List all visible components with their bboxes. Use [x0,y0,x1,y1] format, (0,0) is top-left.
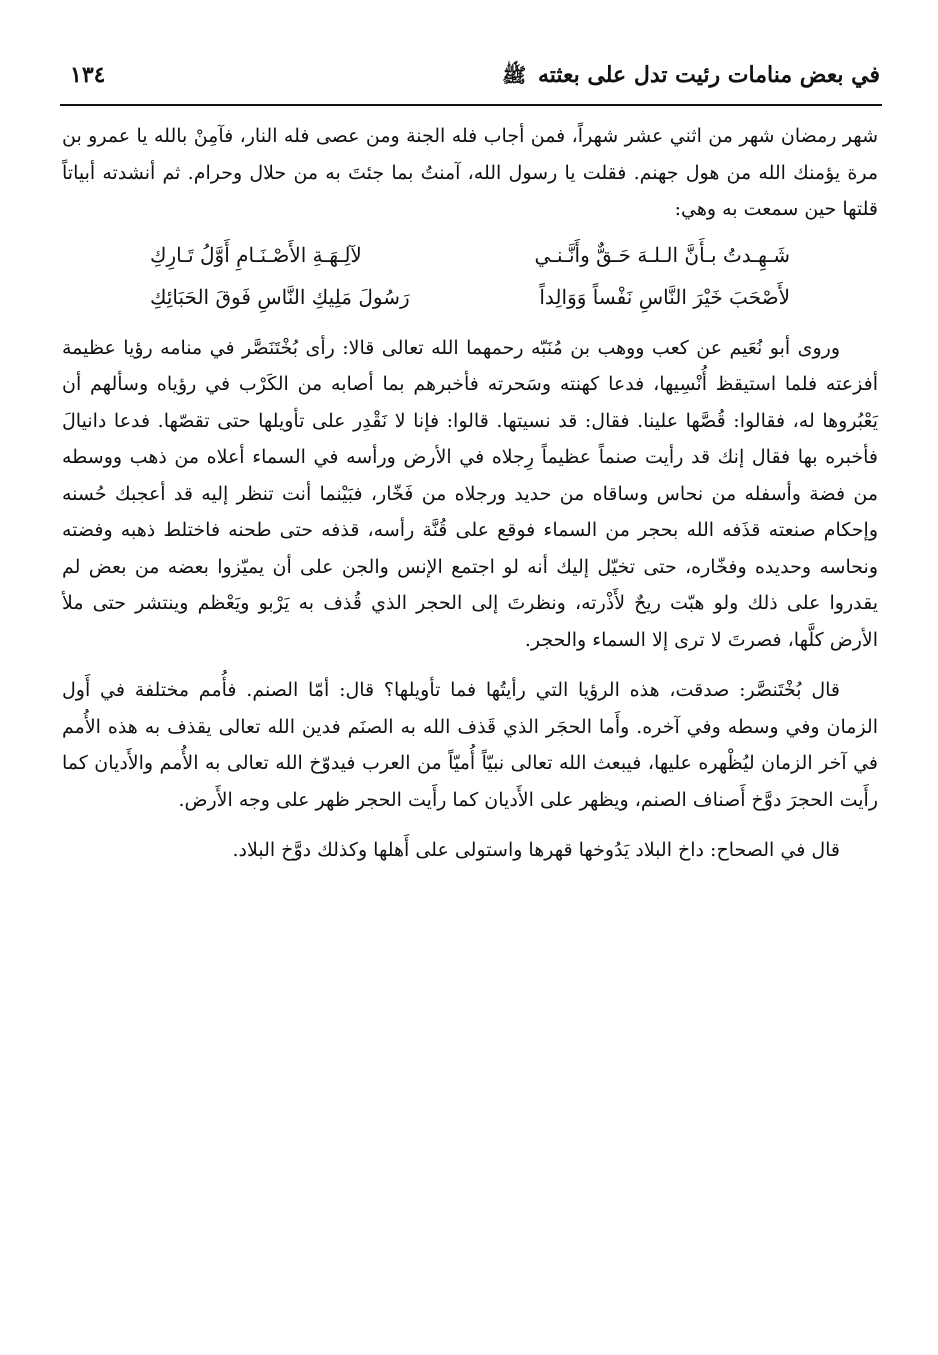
header-divider [60,104,882,106]
header-title [502,62,880,92]
paragraph-1: شهر رمضان شهر من اثني عشر شهراً، فمن أجاب فله الجنة ومن عصى فله النار، فآمِنْ بالله يا عمرو بن مرة يؤمنك الله من هول جهنم. فقلت يا رسول الله، آمنتُ بما جئتَ به من حلال وحرام. ثم أنشدته أبياتاً قلتها حين سمعت به وهي: [62,125,879,220]
verse-1-second-hemistich: لآلِـهَـةِ الأَصْـنَـامِ أَوَّلُ تَـارِكِ [150,242,362,267]
poem-verses [150,228,790,326]
salawat-seal: ﷺ [502,63,527,87]
paragraph-2: وروى أبو نُعَيم عن كعب ووهب بن مُنَبّه رحمهما الله تعالى قالا: رأى بُخْتَنَصَّر في منامه رؤيا عظيمة أفزعته فلما استيقظ أُنْسِيها، فدعا كهنته وسَحرته فأخبرهم بما أصابه من الكَرْب في رؤياه وسألهم أن يَعْبُروها له، فقالوا: قُصَّها علينا. فقال: قد نسيتها. قالوا: فإنا لا نَقْدِر على تأويلها حتى تقصّها. فدعا دانيالَ فأخبره بها فقال إنك قد رأيت صنماً عظيماً رِجلاه في الأرض ورأسه في السماء أعلاه من ذهب ووسطه من فضة وأسفله من نحاس وساقاه من حديد ورجلاه من فَخّار، فبَيْنما أنت تنظر إليه قد أعجبك حُسنه وإحكام صنعته قذَفه الله بحجر من السماء فوقع على قُنَّة رأسه، قذفه حتى طحنه فاختلط ذهبه وفضته ونحاسه وحديده وفخّاره، حتى تخيّل إليك أنه لو اجتمع الإنس والجن على أن يميّزوا بعضه من بعض لم يقدروا على ذلك ولو هبّت ريحٌ لأَذْرته، ونظرتَ إلى الحجر الذي قُذف به يَرْبو ويَعْظم وينتشر حتى ملأ الأرض كلَّها، فصرتَ لا ترى إلا السماء والحجر. [62,336,878,651]
paragraph-3: قال بُخْتَنصَّر: صدقت، هذه الرؤيا التي رأيتُها فما تأويلها؟ قال: أمّا الصنم. فأُمم مختلفة في أَول الزمان وفي وسطه وفي آخره. وأَما الحجَر الذي قَذف الله به الصنَم فدين الله تعالى يقذف به هذه الأُمم في آخر الزمان ليُظْهره عليها، فيبعث الله تعالى نبيّاً أُميّاً من العرب فيدوّخ الله تعالى به الأُمم والأَديان كما رأَيت الحجرَ دوَّخ أَصناف الصنم، ويظهر على الأَديان كما رأَيت الحجر ظهر على وجه الأَرض. [62,679,878,811]
header-title-text: في بعض منامات رئيت تدل على بعثته [537,62,880,88]
running-header [60,60,880,100]
page-body [62,118,878,869]
paragraph-4: قال في الصحاح: داخ البلاد يَدُوخها قهرها واستولى على أَهلها وكذلك دوَّخ البلاد. [232,839,840,861]
verse-1-first-hemistich: شَـهِـدتُ بـأَنَّ الـلـهَ حَـقٌّ وأَنَّـنـي [534,242,790,267]
verse-line-2 [150,276,790,318]
verse-2-second-hemistich: رَسُولَ مَلِيكِ النَّاسِ فَوقَ الحَبَائِكِ [150,284,410,309]
verse-line-1 [150,234,790,276]
verse-2-first-hemistich: لأَصْحَبَ خَيْرَ النَّاسِ نَفْساً وَوَالِداً [539,284,790,309]
page-number: ١٣٤ [70,62,106,88]
